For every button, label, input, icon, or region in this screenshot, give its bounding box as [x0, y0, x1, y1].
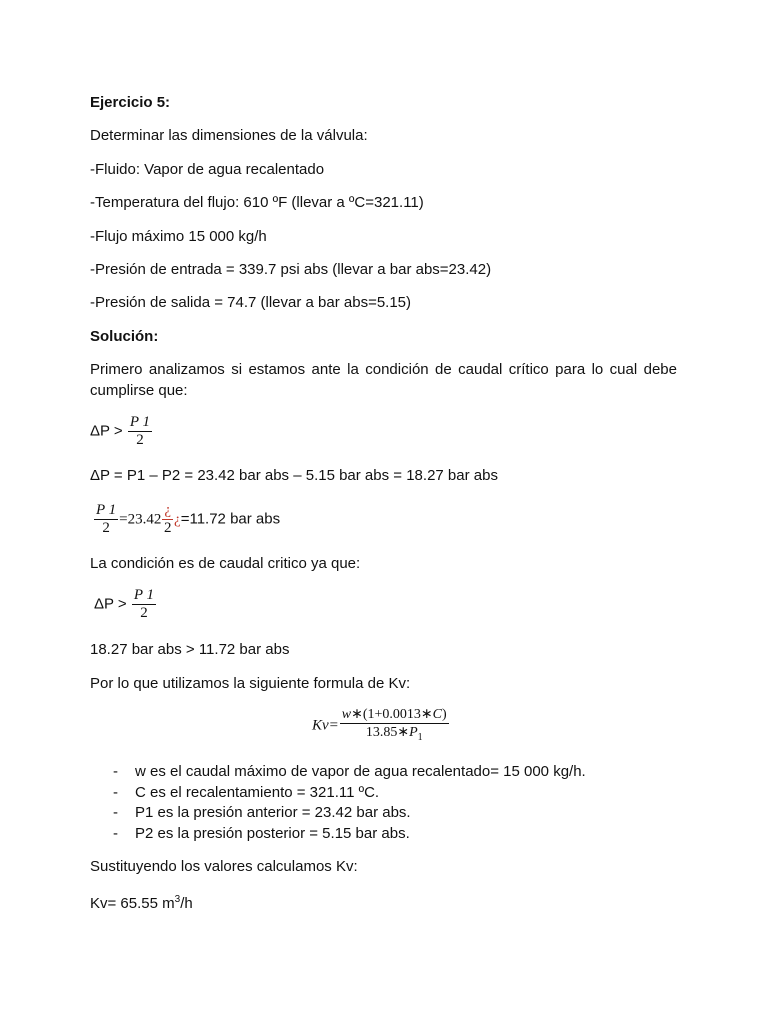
- formula-lhs: Kv=: [312, 717, 339, 734]
- exercise-title: Ejercicio 5:: [90, 94, 171, 111]
- critical-condition-text: La condición es de caudal critico ya que:: [90, 555, 361, 572]
- list-item-c: C es el recalentamiento = 321.11 ºC.: [135, 784, 380, 801]
- condition-lhs: ΔP >: [90, 422, 123, 440]
- kv-result-unit: /h: [180, 895, 193, 912]
- denominator-expression: 13.85∗: [365, 725, 410, 740]
- garbled-denominator: 2: [163, 520, 172, 536]
- fraction-denominator: 2: [102, 520, 110, 536]
- bullet-marker: -: [113, 825, 118, 842]
- exercise-line-outlet-pressure: -Presión de salida = 74.7 (llevar a bar abs=5.15): [90, 294, 412, 311]
- comparison-line: 18.27 bar abs > 11.72 bar abs: [90, 641, 290, 658]
- fraction-denominator: 2: [140, 605, 148, 621]
- formula-denominator: [340, 724, 449, 746]
- numerator-expression: ∗(1+0.0013∗: [351, 707, 433, 722]
- bullet-marker: -: [113, 804, 118, 821]
- condition-inequality-1: [90, 414, 153, 449]
- kv-result: [90, 891, 193, 913]
- kv-result-value: Kv= 65.55 m: [90, 895, 175, 912]
- exercise-line-fluid: -Fluido: Vapor de agua recalentado: [90, 161, 325, 178]
- kv-formula: [312, 706, 450, 746]
- half-pressure-result: =11.72 bar abs: [180, 510, 281, 528]
- formula-intro: Por lo que utilizamos la siguiente formula de Kv:: [90, 675, 411, 692]
- substitute-text: Sustituyendo los valores calculamos Kv:: [90, 858, 358, 875]
- fraction-p1-over-2: [132, 587, 156, 622]
- var-c: C: [432, 707, 443, 722]
- kv-result-exponent: 3: [174, 894, 181, 905]
- half-pressure-calculation: [93, 502, 280, 537]
- fraction-p1-over-2: [94, 502, 118, 537]
- formula-fraction: [340, 706, 449, 746]
- solution-paragraph: Primero analizamos si estamos ante la condición de caudal crítico para lo cual debe cumplirse que:: [90, 361, 677, 399]
- fraction-numerator: P 1: [133, 587, 155, 603]
- garbled-fraction: [162, 502, 173, 537]
- half-pressure-value: =23.42: [119, 511, 162, 528]
- bullet-marker: -: [113, 784, 118, 801]
- fraction-numerator: P 1: [129, 414, 151, 430]
- garbled-glyph: ¿: [174, 511, 181, 528]
- exercise-line-inlet-pressure: -Presión de entrada = 339.7 psi abs (llevar a bar abs=23.42): [90, 261, 492, 278]
- list-item-p2: P2 es la presión posterior = 5.15 bar abs.: [135, 825, 410, 842]
- delta-p-calculation: ΔP = P1 – P2 = 23.42 bar abs – 5.15 bar abs = 18.27 bar abs: [90, 467, 498, 484]
- var-p-subscript: 1: [417, 731, 423, 743]
- condition-inequality-2: [94, 587, 157, 622]
- var-p: P: [409, 725, 418, 740]
- fraction-p1-over-2: [128, 414, 152, 449]
- bullet-marker: -: [113, 763, 118, 780]
- exercise-intro: Determinar las dimensiones de la válvula:: [90, 127, 368, 144]
- list-item-w: w es el caudal máximo de vapor de agua recalentado= 15 000 kg/h.: [135, 763, 586, 780]
- formula-numerator: [340, 706, 449, 724]
- solution-title: Solución:: [90, 328, 159, 345]
- exercise-line-temperature: -Temperatura del flujo: 610 ºF (llevar a ºC=321.11): [90, 194, 424, 211]
- garbled-numerator: ¿: [164, 502, 172, 518]
- exercise-line-flow: -Flujo máximo 15 000 kg/h: [90, 228, 267, 245]
- var-w: w: [341, 707, 352, 722]
- list-item-p1: P1 es la presión anterior = 23.42 bar abs.: [135, 804, 411, 821]
- fraction-numerator: P 1: [96, 502, 117, 518]
- close-paren: ): [442, 707, 447, 722]
- fraction-denominator: 2: [136, 432, 144, 448]
- condition-lhs: ΔP >: [94, 595, 127, 613]
